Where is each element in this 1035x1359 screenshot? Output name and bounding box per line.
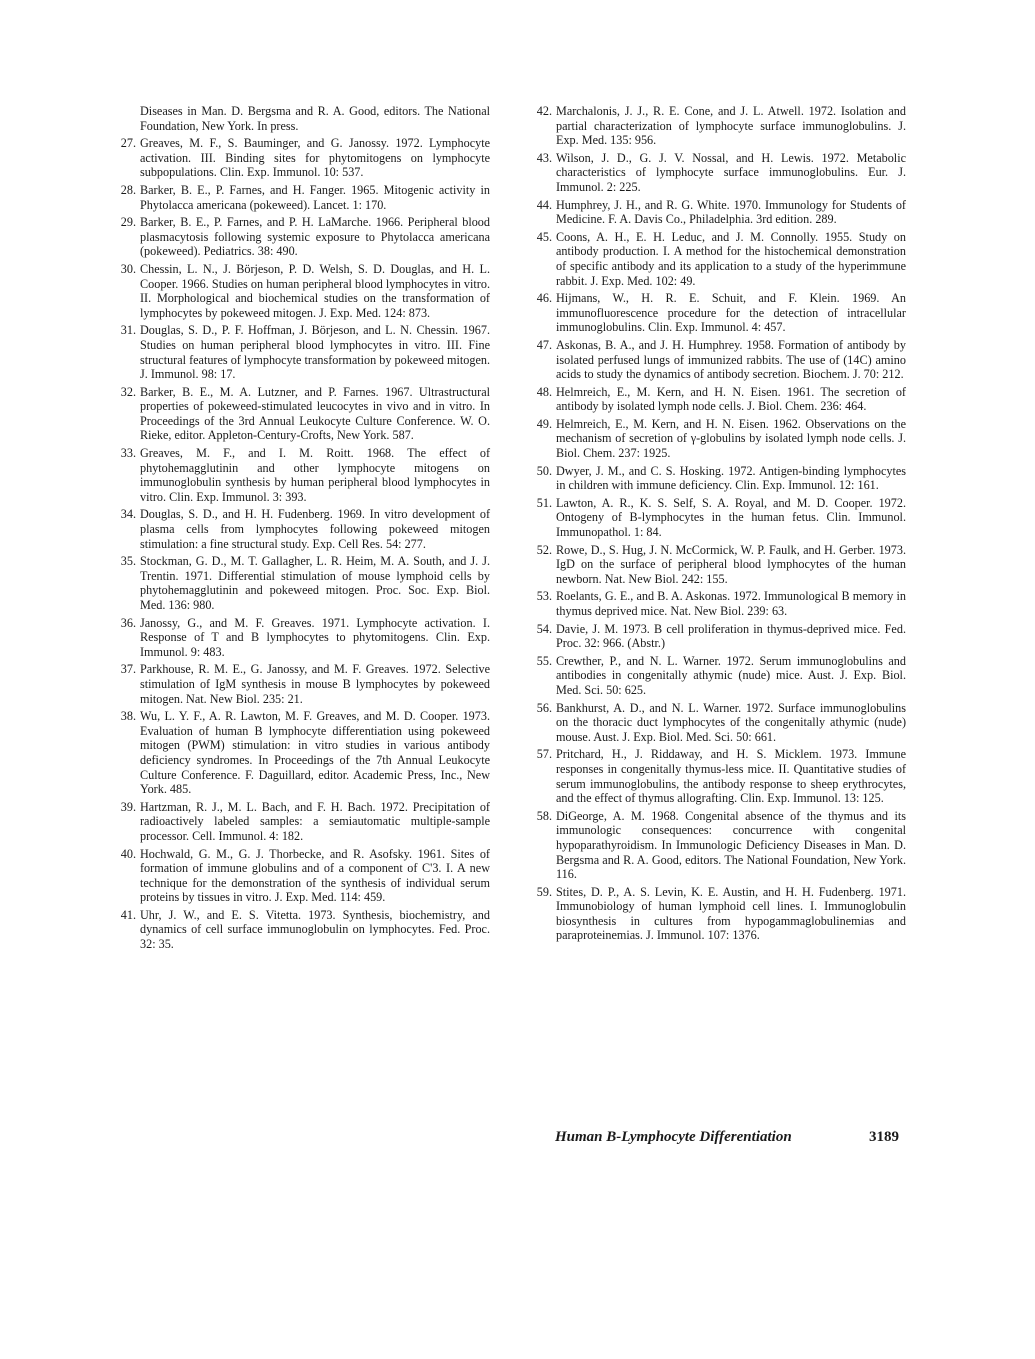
reference-number: 57. xyxy=(536,747,552,762)
reference-item xyxy=(112,800,490,844)
reference-item xyxy=(528,230,906,288)
reference-number: 51. xyxy=(536,495,552,510)
reference-item xyxy=(528,496,906,540)
reference-item xyxy=(528,464,906,493)
reference-number: 55. xyxy=(536,653,552,668)
reference-text: Marchalonis, J. J., R. E. Cone, and J. L. Atwell. 1972. Isolation and partial characterization of lymphocyte surface immunoglobulins. J. Exp. Med. 135: 956. xyxy=(556,104,906,148)
reference-item xyxy=(528,151,906,195)
reference-text: Coons, A. H., E. H. Leduc, and J. M. Connolly. 1955. Study on antibody production. I. A method for the histochemical demonstration of specific antibody and its application to a study of the hyperimmune rabbit. J. Exp. Med. 102: 49. xyxy=(556,229,906,288)
reference-number: 38. xyxy=(120,709,136,724)
reference-number: 28. xyxy=(120,182,136,197)
reference-item xyxy=(528,589,906,618)
reference-number: 53. xyxy=(536,589,552,604)
reference-item xyxy=(528,747,906,805)
reference-item xyxy=(528,654,906,698)
reference-item xyxy=(528,885,906,943)
reference-number: 32. xyxy=(120,384,136,399)
reference-text: Roelants, G. E., and B. A. Askonas. 1972. Immunological B memory in thymus deprived mice. Nat. New Biol. 239: 63. xyxy=(556,589,906,618)
reference-item xyxy=(112,847,490,905)
reference-text: Hochwald, G. M., G. J. Thorbecke, and R. Asofsky. 1961. Sites of formation of immune globulins and of a component of C'3. I. A new technique for the demonstration of the synthesis of individual serum proteins by tissues in vitro. J. Exp. Med. 114: 459. xyxy=(140,846,490,905)
reference-item xyxy=(528,543,906,587)
reference-text: Barker, B. E., P. Farnes, and P. H. LaMarche. 1966. Peripheral blood plasmacytosis following systemic exposure to Phytolacca americana (pokeweed). Pediatrics. 38: 490. xyxy=(140,215,490,259)
reference-text: Helmreich, E., M. Kern, and H. N. Eisen. 1961. The secretion of antibody by isolated lymph node cells. J. Biol. Chem. 236: 464. xyxy=(556,384,906,414)
reference-number: 49. xyxy=(536,416,552,431)
reference-number: 44. xyxy=(536,197,552,212)
reference-text: Chessin, L. N., J. Börjeson, P. D. Welsh, S. D. Douglas, and H. L. Cooper. 1966. Studies on human peripheral blood lymphocytes in vitro. II. Morphological and biochemical studies on the transformation of lymphocytes by pokeweed mitogen. J. Exp. Med. 124: 873. xyxy=(140,261,490,320)
reference-item xyxy=(112,446,490,504)
reference-text: Douglas, S. D., P. F. Hoffman, J. Börjeson, and L. N. Chessin. 1967. Studies on human peripheral blood lymphocytes in vitro. III. Fine structural features of lymphocyte transformation by pokeweed mitogen. J. Immunol. 98: 17. xyxy=(140,323,490,382)
reference-item xyxy=(112,616,490,660)
reference-text: Rowe, D., S. Hug, J. N. McCormick, W. P. Faulk, and H. Gerber. 1973. IgD on the surface of peripheral blood lymphocytes of the human newborn. Nat. New Biol. 242: 155. xyxy=(556,542,906,586)
reference-text: Bankhurst, A. D., and N. L. Warner. 1972. Surface immunoglobulins on the thoracic duct lymphocytes of the congenitally athymic (nude) mouse. Aust. J. Exp. Biol. Med. Sci. 50: 661. xyxy=(556,700,906,744)
reference-number: 33. xyxy=(120,446,136,461)
reference-text: Pritchard, H., J. Riddaway, and H. S. Micklem. 1973. Immune responses in congenitally thymus-less mice. II. Quantitative studies of serum immunoglobulins, the antibody response to sheep erythrocytes, and the effect of thymus allografting. Clin. Exp. Immunol. 13: 125. xyxy=(556,747,906,806)
reference-text: DiGeorge, A. M. 1968. Congenital absence of the thymus and its immunologic consequences: concurrence with congenital hypoparathyroidism. In Immunologic Deficiency Diseases in Man. D. Bergsma and R. A. Good, editors. The National Foundation, New York. 116. xyxy=(556,808,906,882)
reference-text: Uhr, J. W., and E. S. Vitetta. 1973. Synthesis, biochemistry, and dynamics of cell surface immunoglobulin on lymphocytes. Fed. Proc. 32: 35. xyxy=(140,907,490,952)
reference-text: Barker, B. E., M. A. Lutzner, and P. Farnes. 1967. Ultrastructural properties of pokeweed-stimulated leucocytes in vivo and in vitro. In Proceedings of the 3rd Annual Leukocyte Culture Conference. W. O. Rieke, editor. Appleton-Century-Crofts, New York. 587. xyxy=(140,384,490,443)
reference-text: Wilson, J. D., G. J. V. Nossal, and H. Lewis. 1972. Metabolic characteristics of lymphocyte surface immunoglobulins. Eur. J. Immunol. 2: 225. xyxy=(556,150,906,194)
reference-text: Lawton, A. R., K. S. Self, S. A. Royal, and M. D. Cooper. 1972. Ontogeny of B-lymphocytes in the human fetus. Clin. Immunol. Immunopathol. 1: 84. xyxy=(556,495,906,540)
reference-number: 59. xyxy=(536,884,552,899)
references-right-column xyxy=(528,104,906,946)
reference-number: 56. xyxy=(536,700,552,715)
reference-text: Janossy, G., and M. F. Greaves. 1971. Lymphocyte activation. I. Response of T and B lymphocytes to phytomitogens. Clin. Exp. Immunol. 9: 483. xyxy=(140,615,490,659)
reference-text: Humphrey, J. H., and R. G. White. 1970. Immunology for Students of Medicine. F. A. Davis Co., Philadelphia. 3rd edition. 289. xyxy=(556,197,906,227)
reference-text: Greaves, M. F., and I. M. Roitt. 1968. The effect of phytohemagglutinin and other lymphocyte mitogens on immunoglobulin synthesis by human peripheral blood lymphocytes in vitro. Clin. Exp. Immunol. 3: 393. xyxy=(140,446,490,504)
reference-text: Davie, J. M. 1973. B cell proliferation in thymus-deprived mice. Fed. Proc. 32: 966. (Abstr.) xyxy=(556,621,906,651)
reference-item xyxy=(112,507,490,551)
references-left-column xyxy=(112,104,490,955)
reference-number: 36. xyxy=(120,615,136,630)
reference-number: 58. xyxy=(536,808,552,823)
running-title: Human B-Lymphocyte Differentiation xyxy=(555,1129,792,1145)
reference-item xyxy=(112,323,490,381)
reference-item xyxy=(528,701,906,745)
reference-number: 47. xyxy=(536,337,552,352)
reference-text: Stockman, G. D., M. T. Gallagher, L. R. Heim, M. A. South, and J. J. Trentin. 1971. Differential stimulation of mouse lymphoid cells by phytohemagglutinin and pokeweed mitogen. Proc. Soc. Exp. Biol. Med. 136: 980. xyxy=(140,554,490,612)
reference-text: Diseases in Man. D. Bergsma and R. A. Good, editors. The National Foundation, New York. In press. xyxy=(140,104,490,133)
reference-number: 48. xyxy=(536,384,552,399)
reference-text: Wu, L. Y. F., A. R. Lawton, M. F. Greaves, and M. D. Cooper. 1973. Evaluation of human B lymphocyte differentiation using pokeweed mitogen (PWM) stimulation: in vitro studies in various antibody deficiency syndromes. In Proceedings of the 7th Annual Leukocyte Culture Conference. F. Daguillard, editor. Academic Press, Inc., New York. 485. xyxy=(140,709,490,797)
reference-text: Barker, B. E., P. Farnes, and H. Fanger. 1965. Mitogenic activity in Phytolacca americana (pokeweed). Lancet. 1: 170. xyxy=(140,182,490,212)
reference-item xyxy=(528,338,906,382)
reference-item xyxy=(528,385,906,414)
reference-item xyxy=(528,809,906,882)
reference-text: Hartzman, R. J., M. L. Bach, and F. H. Bach. 1972. Precipitation of radioactively labeled samples: a semiautomatic multiple-sample processor. Cell. Immunol. 4: 182. xyxy=(140,799,490,843)
reference-item xyxy=(112,104,490,133)
reference-item xyxy=(112,183,490,212)
reference-number: 42. xyxy=(536,104,552,118)
reference-number: 34. xyxy=(120,507,136,522)
reference-text: Greaves, M. F., S. Bauminger, and G. Janossy. 1972. Lymphocyte activation. III. Binding sites for phytomitogens on lymphocyte subpopulations. Clin. Exp. Immunol. 10: 537. xyxy=(140,136,490,180)
reference-number: 37. xyxy=(120,662,136,677)
reference-text: Askonas, B. A., and J. H. Humphrey. 1958. Formation of antibody by isolated perfused lungs of immunized rabbits. The use of (14C) amino acids to study the dynamics of antibody secretion. Biochem. J. 70: 212. xyxy=(556,337,906,382)
reference-item xyxy=(112,709,490,797)
reference-item xyxy=(112,262,490,320)
reference-text: Douglas, S. D., and H. H. Fudenberg. 1969. In vitro development of plasma cells from lymphocytes following pokeweed mitogen stimulation: a fine structural study. Exp. Cell Res. 54: 277. xyxy=(140,507,490,551)
reference-number: 43. xyxy=(536,150,552,165)
reference-number: 45. xyxy=(536,229,552,244)
reference-text: Stites, D. P., A. S. Levin, K. E. Austin, and H. H. Fudenberg. 1971. Immunobiology of human lymphoid cell lines. I. Immunoglobulin biosynthesis in cultures from hypogammaglobulinemias and paraproteinemias. J. Immunol. 107: 1376. xyxy=(556,884,906,943)
reference-text: Dwyer, J. M., and C. S. Hosking. 1972. Antigen-binding lymphocytes in children with immune deficiency. Clin. Exp. Immunol. 12: 161. xyxy=(556,463,906,493)
page-number: 3189 xyxy=(869,1129,899,1145)
reference-number: 41. xyxy=(120,907,136,922)
reference-item xyxy=(528,198,906,227)
reference-number: 40. xyxy=(120,846,136,861)
reference-item xyxy=(112,136,490,180)
reference-number: 27. xyxy=(120,136,136,151)
reference-text: Helmreich, E., M. Kern, and H. N. Eisen. 1962. Observations on the mechanism of secretion of γ-globulins by isolated lymph node cells. J. Biol. Chem. 237: 1925. xyxy=(556,416,906,461)
reference-number: 29. xyxy=(120,215,136,230)
reference-item xyxy=(112,385,490,443)
reference-text: Parkhouse, R. M. E., G. Janossy, and M. F. Greaves. 1972. Selective stimulation of IgM synthesis in mouse B lymphocytes by pokeweed mitogen. Nat. New Biol. 235: 21. xyxy=(140,662,490,706)
reference-number: 46. xyxy=(536,291,552,306)
reference-number: 30. xyxy=(120,261,136,276)
reference-number: 31. xyxy=(120,323,136,338)
reference-text: Hijmans, W., H. R. E. Schuit, and F. Klein. 1969. An immunofluorescence procedure for the detection of intracellular immunoglobulins. Clin. Exp. Immunol. 4: 457. xyxy=(556,291,906,335)
reference-text: Crewther, P., and N. L. Warner. 1972. Serum immunoglobulins and antibodies in congenitally athymic (nude) mice. Aust. J. Exp. Biol. Med. Sci. 50: 625. xyxy=(556,653,906,697)
reference-number: 52. xyxy=(536,542,552,557)
reference-item xyxy=(112,215,490,259)
reference-item xyxy=(528,291,906,335)
reference-number: 35. xyxy=(120,554,136,569)
reference-item xyxy=(112,662,490,706)
reference-item xyxy=(528,622,906,651)
reference-number: 54. xyxy=(536,621,552,636)
reference-item xyxy=(528,104,906,148)
reference-item xyxy=(528,417,906,461)
reference-number: 39. xyxy=(120,799,136,814)
reference-number: 50. xyxy=(536,463,552,478)
reference-item xyxy=(112,554,490,612)
reference-item xyxy=(112,908,490,952)
